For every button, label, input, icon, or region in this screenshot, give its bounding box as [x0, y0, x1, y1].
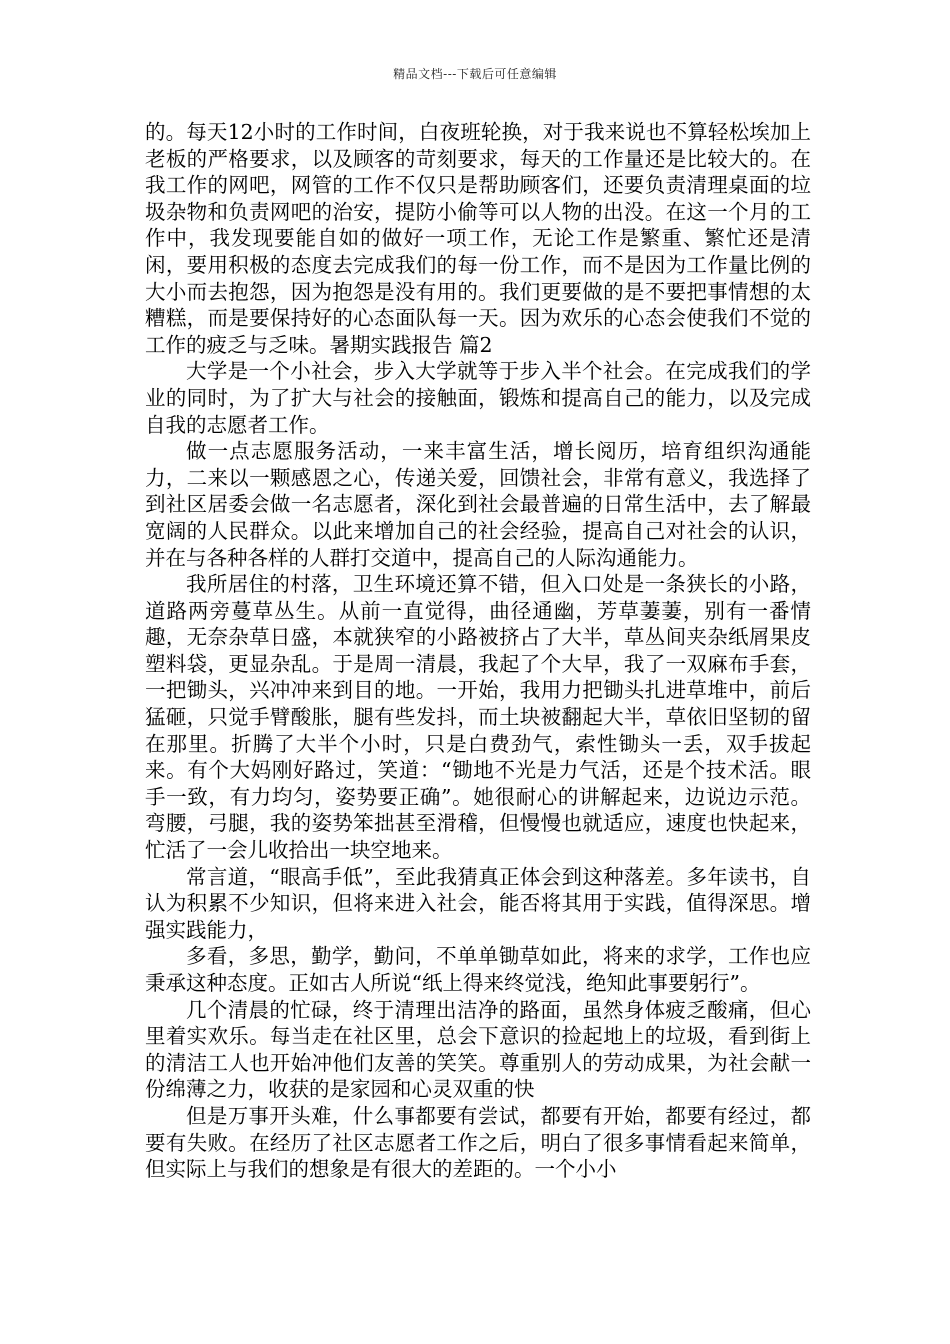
paragraph: 做一点志愿服务活动，一来丰富生活，增长阅历，培育组织沟通能力，二来以一颗感恩之心，传递关爱，回馈社会，非常有意义，我选择了到社区居委会做一名志愿者，深化到社会最普遍的日常生活中，去了解最宽阔的人民群众。以此来增加自己的社会经验，提高自己对社会的认识，并在与各种各样的人群打交道中，提高自己的人际沟通能力。 [145, 439, 811, 570]
document-body [145, 119, 811, 1183]
paragraph: 几个清晨的忙碌，终于清理出洁净的路面，虽然身体疲乏酸痛，但心里着实欢乐。每当走在社区里，总会下意识的捡起地上的垃圾，看到街上的清洁工人也开始冲他们友善的笑笑。尊重别人的劳动成果，为社会献一份绵薄之力，收获的是家园和心灵双重的快 [145, 997, 811, 1102]
paragraph-continuation: 的。每天12小时的工作时间，白夜班轮换，对于我来说也不算轻松埃加上老板的严格要求，以及顾客的苛刻要求，每天的工作量还是比较大的。在我工作的网吧，网管的工作不仅只是帮助顾客们，还要负责清理桌面的垃圾杂物和负责网吧的治安，提防小偷等可以人物的出没。在这一个月的工作中，我发现要能自如的做好一项工作，无论工作是繁重、繁忙还是清闲，要用积极的态度去完成我们的每一份工作，而不是因为工作量比例的大小而去抱怨，因为抱怨是没有用的。我们更要做的是不要把事情想的太糟糕，而是要保持好的心态面队每一天。因为欢乐的心态会使我们不觉的工作的疲乏与乏味。暑期实践报告 篇2 [145, 120, 811, 357]
paragraph: 但是万事开头难，什么事都要有尝试，都要有开始，都要有经过，都要有失败。在经历了社区志愿者工作之后，明白了很多事情看起来简单，但实际上与我们的想象是有很大的差距的。一个小小 [145, 1103, 811, 1182]
paragraph: 大学是一个小社会，步入大学就等于步入半个社会。在完成我们的学业的同时，为了扩大与社会的接触面，锻炼和提高自己的能力，以及完成自我的志愿者工作。 [145, 359, 811, 437]
page-header: 精品文档---下载后可任意编辑 [393, 67, 557, 81]
paragraph: 我所居住的村落，卫生环境还算不错，但入口处是一条狭长的小路，道路两旁蔓草丛生。从前一直觉得，曲径通幽，芳草萋萋，别有一番情趣，无奈杂草日盛，本就狭窄的小路被挤占了大半，草丛间夹杂纸屑果皮塑料袋，更显杂乱。于是周一清晨，我起了个大早，我了一双麻布手套，一把锄头，兴冲冲来到目的地。一开始，我用力把锄头扎进草堆中，前后猛砸，只觉手臂酸胀，腿有些发抖，而土块被翻起大半，草依旧坚韧的留在那里。折腾了大半个小时，只是白费劲气，索性锄头一丢，双手拔起来。有个大妈刚好路过，笑道：“锄地不光是力气活，还是个技术活。眼手一致，有力均匀，姿势要正确”。她很耐心的讲解起来，边说边示范。弯腰，弓腿，我的姿势笨拙甚至滑稽，但慢慢也就适应，速度也快起来，忙活了一会儿收拾出一块空地来。 [145, 572, 811, 863]
paragraph: 常言道，“眼高手低”，至此我猜真正体会到这种落差。多年读书，自认为积累不少知识，但将来进入社会，能否将其用于实践，值得深思。增强实践能力， [145, 864, 811, 942]
paragraph: 多看，多思，勤学，勤问，不单单锄草如此，将来的求学，工作也应秉承这种态度。正如古人所说“纸上得来终觉浅，绝知此事要躬行”。 [145, 944, 811, 995]
